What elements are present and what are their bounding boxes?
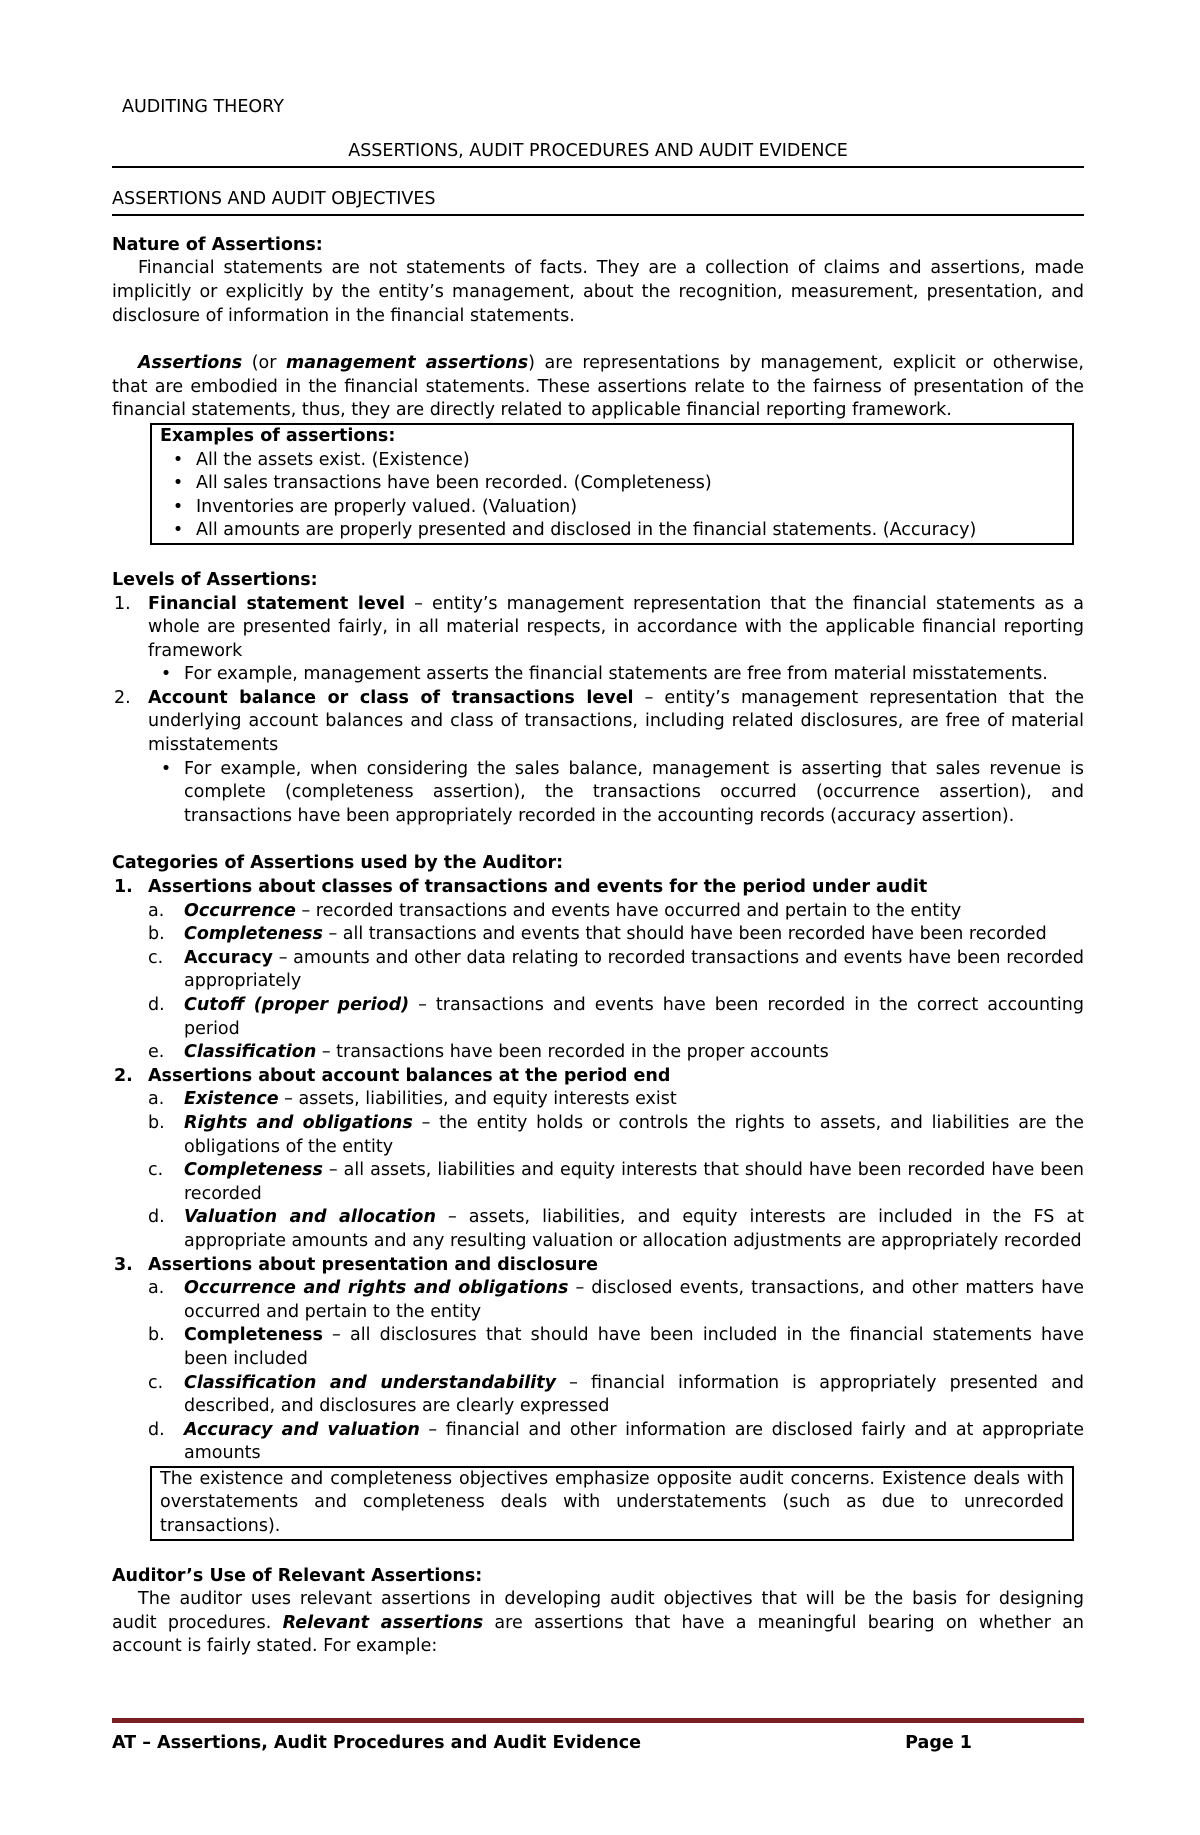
relevant-paragraph [112, 1588, 1084, 1659]
assertion-desc: – assets, liabilities, and equity interests are included in the FS at appropriate amounts and any resulting valuation or allocation adjustments are appropriately recorded [184, 1207, 1084, 1251]
section-subtitle: ASSERTIONS AND AUDIT OBJECTIVES [112, 188, 1084, 216]
assertion-item [148, 900, 1084, 924]
level-text [148, 593, 1084, 687]
assertion-text [184, 1112, 1084, 1159]
assertion-text [184, 1277, 1084, 1324]
example-item [160, 449, 1064, 473]
bullet-icon: • [172, 520, 184, 541]
assertion-item [148, 1112, 1084, 1159]
assertion-term: Classification and understandability [184, 1372, 556, 1393]
para-text: are assertions that have a meaningful bearing on whether an account is fairly stated. For example: [112, 1612, 1084, 1657]
para-text: (or [242, 353, 286, 374]
level-item [112, 593, 1084, 687]
item-letter: d. [148, 995, 165, 1015]
category-title-row [112, 1065, 1084, 1089]
assertion-item [148, 947, 1084, 994]
assertion-desc: – all disclosures that should have been included in the financial statements have been included [184, 1325, 1084, 1369]
assertion-item [148, 994, 1084, 1041]
assertion-text [184, 1324, 1084, 1371]
assertion-term: Completeness [184, 1160, 323, 1181]
example-text: All amounts are properly presented and disclosed in the financial statements. (Accuracy) [196, 520, 977, 541]
para-text: The auditor uses relevant assertions in developing audit objectives that will be the basis for designing audit procedures. [112, 1589, 1084, 1633]
assertion-text [184, 923, 1084, 947]
term-relevant-assertions: Relevant assertions [282, 1612, 484, 1633]
list-number: 1. [114, 593, 131, 614]
document-page [112, 96, 1084, 1659]
item-letter: e. [148, 1042, 165, 1063]
assertion-desc: – the entity holds or controls the rights to assets, and liabilities are the obligations of the entity [184, 1112, 1084, 1157]
assertion-item [148, 1159, 1084, 1206]
level-desc: – entity’s management representation that the underlying account balances and class of transactions, including related disclosures, are free of material misstatements [148, 687, 1084, 756]
assertion-item [148, 1277, 1084, 1324]
assertion-term: Completeness [184, 924, 323, 945]
assertion-term: Accuracy [184, 947, 273, 968]
assertion-desc: – all transactions and events that should have been recorded have been recorded [322, 924, 1047, 945]
example-item [160, 472, 1064, 496]
assertion-term: Existence [184, 1089, 279, 1110]
assertion-desc: – assets, liabilities, and equity interests exist [278, 1089, 677, 1110]
example-item [160, 496, 1064, 520]
category-title: Assertions about presentation and disclosure [148, 1254, 598, 1275]
list-number: 2. [114, 1065, 133, 1086]
assertion-item [148, 1419, 1084, 1466]
item-letter: b. [148, 924, 165, 945]
item-letter: b. [148, 1112, 165, 1133]
level-example [148, 663, 1084, 687]
category-items [148, 900, 1084, 1065]
assertion-desc: – amounts and other data relating to recorded transactions and events have been recorded appropriately [184, 947, 1084, 992]
term-assertions: Assertions [138, 353, 243, 374]
nature-heading: Nature of Assertions: [112, 234, 323, 255]
term-management-assertions: management assertions [285, 353, 529, 374]
para-text: ) are representations by management, explicit or otherwise, that are embodied in the financial statements. These assertions relate to the fairness of presentation of the financial statements, thus, they are directly related to applicable financial reporting framework. [112, 353, 1084, 421]
item-letter: c. [148, 947, 164, 968]
item-letter: a. [148, 900, 165, 921]
page-number: Page 1 [905, 1733, 972, 1753]
nature-paragraph-2 [112, 352, 1084, 423]
example-text: All sales transactions have been recorded. (Completeness) [196, 473, 712, 494]
footer-title: AT – Assertions, Audit Procedures and Audit Evidence [112, 1733, 641, 1753]
level-term: Account balance or class of transactions level [148, 687, 634, 708]
assertion-text [184, 947, 1084, 994]
level-example-text: For example, when considering the sales balance, management is asserting that sales revenue is complete (completeness assertion), the transactions occurred (occurrence assertion), and transactions have been appropriately recorded in the accounting records (accuracy assertion). [184, 758, 1084, 826]
assertion-text [184, 1372, 1084, 1419]
bullet-icon: • [160, 758, 172, 779]
document-title: ASSERTIONS, AUDIT PROCEDURES AND AUDIT EVIDENCE [112, 140, 1084, 169]
assertion-term: Rights and obligations [184, 1112, 413, 1133]
example-item [160, 519, 1064, 543]
note-box: The existence and completeness objectives emphasize opposite audit concerns. Existence deals with overstatements and completeness deals with understatements (such as due to unrecorded transactions). [150, 1466, 1074, 1541]
assertion-term: Cutoff (proper period) [184, 995, 410, 1015]
category-title: Assertions about classes of transactions and events for the period under audit [148, 877, 928, 898]
item-letter: b. [148, 1325, 165, 1346]
assertion-desc: – recorded transactions and events have occurred and pertain to the entity [295, 900, 962, 921]
footer-rule [112, 1718, 1084, 1723]
bullet-icon: • [160, 664, 172, 685]
assertion-desc: – financial information is appropriately presented and described, and disclosures are clearly expressed [184, 1372, 1084, 1417]
assertion-term: Completeness [184, 1325, 323, 1346]
list-number: 2. [114, 687, 131, 708]
assertion-text [184, 900, 1084, 924]
bullet-icon: • [172, 496, 184, 517]
category-group-2 [112, 1065, 1084, 1254]
level-item [112, 687, 1084, 829]
example-text: Inventories are properly valued. (Valuation) [196, 496, 578, 517]
level-example [148, 758, 1084, 829]
relevant-heading: Auditor’s Use of Relevant Assertions: [112, 1565, 483, 1586]
course-header: AUDITING THEORY [122, 97, 284, 117]
category-title: Assertions about account balances at the period end [148, 1065, 671, 1086]
category-group-3 [112, 1254, 1084, 1466]
list-number: 1. [114, 877, 133, 898]
assertion-item [148, 1206, 1084, 1253]
assertion-text [184, 1088, 1084, 1112]
level-term: Financial statement level [148, 593, 406, 614]
category-items [148, 1088, 1084, 1253]
assertion-term: Accuracy and valuation [184, 1419, 420, 1440]
levels-heading: Levels of Assertions: [112, 569, 318, 590]
item-letter: a. [148, 1089, 165, 1110]
assertion-text [184, 1041, 1084, 1065]
category-title-row [112, 876, 1084, 900]
assertion-item [148, 1372, 1084, 1419]
examples-heading: Examples of assertions: [160, 425, 396, 446]
category-group-1 [112, 876, 1084, 1065]
list-number: 3. [114, 1254, 133, 1275]
level-text [148, 687, 1084, 829]
page-footer [112, 1718, 1084, 1753]
assertion-desc: – transactions have been recorded in the proper accounts [316, 1042, 829, 1063]
assertion-term: Classification [184, 1042, 317, 1063]
assertion-text [184, 1206, 1084, 1253]
assertion-item [148, 1088, 1084, 1112]
bullet-icon: • [172, 449, 184, 470]
assertion-desc: – transactions and events have been recorded in the correct accounting period [184, 995, 1084, 1039]
categories-heading: Categories of Assertions used by the Auditor: [112, 853, 564, 874]
bullet-icon: • [172, 473, 184, 494]
assertion-text [184, 994, 1084, 1041]
item-letter: d. [148, 1207, 165, 1228]
category-title-row [112, 1254, 1084, 1278]
assertion-desc: – all assets, liabilities and equity interests that should have been recorded have been recorded [184, 1160, 1084, 1204]
category-items [148, 1277, 1084, 1466]
item-letter: a. [148, 1278, 165, 1299]
item-letter: d. [148, 1419, 165, 1440]
assertion-term: Valuation and allocation [184, 1207, 436, 1228]
item-letter: c. [148, 1372, 164, 1393]
examples-box [150, 423, 1074, 545]
example-text: All the assets exist. (Existence) [196, 449, 470, 470]
assertion-term: Occurrence [184, 900, 296, 921]
level-example-text: For example, management asserts the financial statements are free from material misstatements. [184, 664, 1048, 685]
assertion-text [184, 1159, 1084, 1206]
nature-paragraph-1: Financial statements are not statements of facts. They are a collection of claims and assertions, made implicitly or explicitly by the entity’s management, about the recognition, measurement, presentation, and disclosure of information in the financial statements. [112, 258, 1084, 326]
assertion-item [148, 1041, 1084, 1065]
assertion-desc: – financial and other information are disclosed fairly and at appropriate amounts [184, 1419, 1084, 1464]
item-letter: c. [148, 1160, 164, 1181]
footer-row [112, 1733, 1084, 1753]
assertion-text [184, 1419, 1084, 1466]
level-desc: – entity’s management representation that the financial statements as a whole are presented fairly, in all material respects, in accordance with the applicable financial reporting framework [148, 593, 1084, 661]
assertion-item [148, 923, 1084, 947]
assertion-term: Occurrence and rights and obligations [184, 1278, 569, 1299]
assertion-desc: – disclosed events, transactions, and other matters have occurred and pertain to the entity [184, 1278, 1085, 1322]
assertion-item [148, 1324, 1084, 1371]
